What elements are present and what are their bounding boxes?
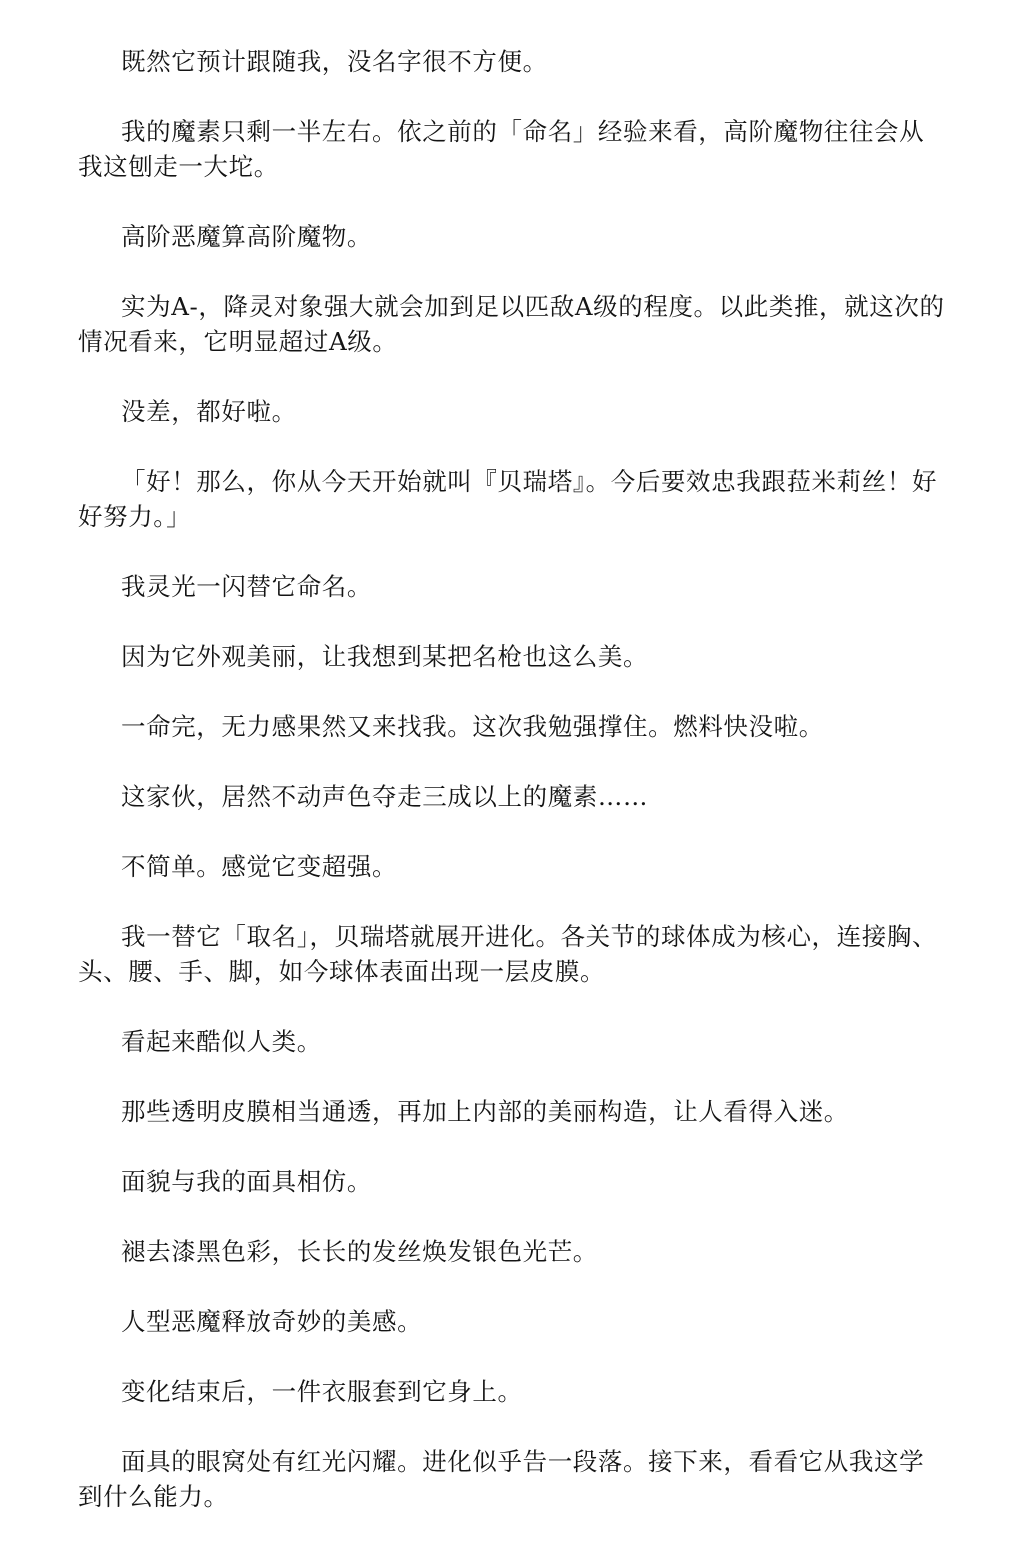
text-body xyxy=(78,44,948,1549)
paragraph: 一命完，无力感果然又来找我。这次我勉强撑住。燃料快没啦。 xyxy=(121,712,824,741)
paragraph: 因为它外观美丽，让我想到某把名枪也这么美。 xyxy=(121,642,649,671)
paragraph: 既然它预计跟随我，没名字很不方便。 xyxy=(121,47,548,76)
paragraph: 人型恶魔释放奇妙的美感。 xyxy=(121,1307,423,1336)
paragraph: 我一替它「取名」，贝瑞塔就展开进化。各关节的球体成为核心，连接胸、头、腰、手、脚，如今球体表面出现一层皮膜。 xyxy=(78,922,938,986)
paragraph: 面具的眼窝处有红光闪耀。进化似乎告一段落。接下来，看看它从我这学到什么能力。 xyxy=(78,1447,925,1511)
paragraph: 高阶恶魔算高阶魔物。 xyxy=(121,222,372,251)
paragraph: 我的魔素只剩一半左右。依之前的「命名」经验来看，高阶魔物往往会从我这刨走一大坨。 xyxy=(78,117,925,181)
paragraph: 实为A-，降灵对象强大就会加到足以匹敌A级的程度。以此类推，就这次的情况看来，它明显超过A级。 xyxy=(78,292,945,356)
paragraph: 看起来酷似人类。 xyxy=(121,1027,322,1056)
paragraph: 褪去漆黑色彩，长长的发丝焕发银色光芒。 xyxy=(121,1237,598,1266)
paragraph: 不简单。感觉它变超强。 xyxy=(121,852,398,881)
paragraph: 我灵光一闪替它命名。 xyxy=(121,572,372,601)
paragraph: 没差，都好啦。 xyxy=(121,397,297,426)
paragraph: 这家伙，居然不动声色夺走三成以上的魔素…… xyxy=(121,782,649,811)
paragraph: 「好！那么，你从今天开始就叫『贝瑞塔』。今后要效忠我跟菈米莉丝！好好努力。」 xyxy=(78,467,938,531)
paragraph: 那些透明皮膜相当通透，再加上内部的美丽构造，让人看得入迷。 xyxy=(121,1097,849,1126)
paragraph: 变化结束后，一件衣服套到它身上。 xyxy=(121,1377,523,1406)
paragraph: 面貌与我的面具相仿。 xyxy=(121,1167,372,1196)
